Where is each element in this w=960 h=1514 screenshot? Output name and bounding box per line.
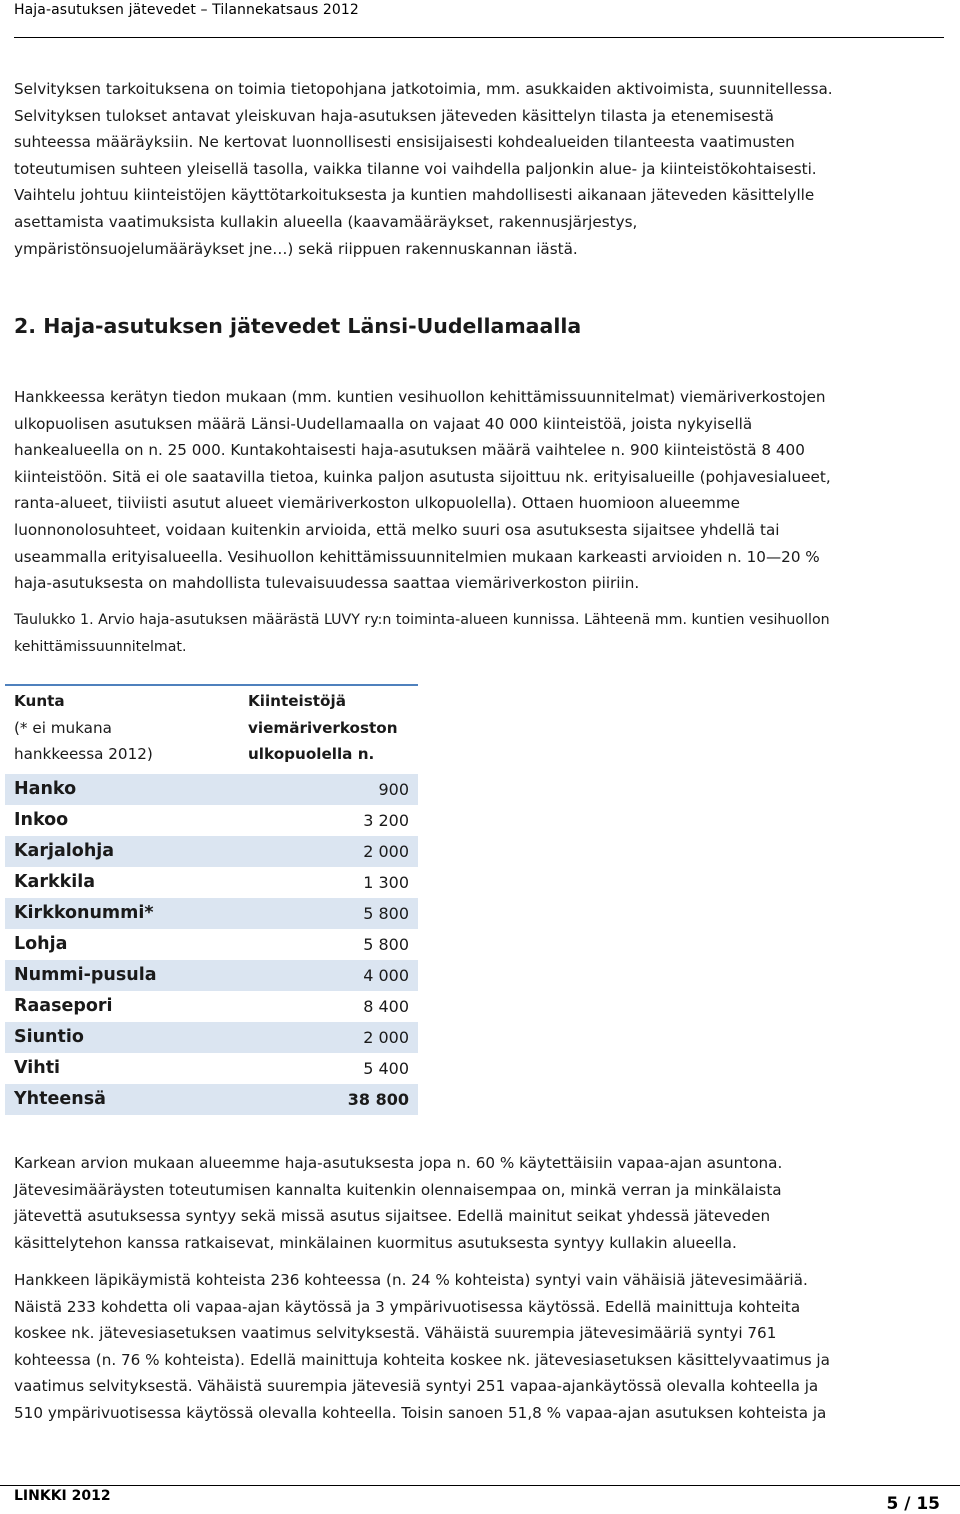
municipality-name: Kirkkonummi* bbox=[5, 898, 248, 929]
municipality-name: Karkkila bbox=[14, 872, 96, 892]
running-header-title: Haja-asutuksen jätevedet – Tilannekatsaus 2012 bbox=[14, 2, 359, 18]
property-count: 3 200 bbox=[363, 810, 409, 830]
municipality-name: Siuntio bbox=[5, 1022, 248, 1053]
post-table-paragraph bbox=[14, 1150, 954, 1256]
header-municipality bbox=[5, 685, 248, 774]
municipality-name: Lohja bbox=[14, 934, 68, 954]
property-count: 5 800 bbox=[363, 934, 409, 954]
text-line: hankealueella on n. 25 000. Kuntakohtaisesti haja-asutuksen määrä vaihtelee n. 900 kiinteistöstä 8 400 bbox=[14, 441, 805, 460]
table-row bbox=[5, 774, 418, 805]
table-row bbox=[5, 960, 418, 991]
text-line: useammalla erityisalueella. Vesihuollon kehittämissuunnitelmien mukaan karkeasti arvioiden n. 10—20 % bbox=[14, 547, 820, 566]
header-municipality-note: hankkeessa 2012) bbox=[14, 745, 153, 763]
text-line: 510 ympärivuotisessa käytössä olevalla kohteella. Toisin sanoen 51,8 % vapaa-ajan asutuksen kohteista ja bbox=[14, 1403, 827, 1422]
text-line: toteutumisen suhteen yleisellä tasolla, vaikka tilanne voi vaihdella paljonkin alue- ja kiinteistökohtaisesti. bbox=[14, 159, 817, 178]
municipality-name: Inkoo bbox=[14, 810, 69, 830]
text-line: Selvityksen tulokset antavat yleiskuvan haja-asutuksen jäteveden käsittelyn tilasta ja etenemisestä bbox=[14, 106, 774, 125]
caption-line: Taulukko 1. Arvio haja-asutuksen määrästä LUVY ry:n toiminta-alueen kunnissa. Lähteenä mm. kuntien vesihuollon bbox=[14, 612, 830, 628]
text-line: ulkopuolisen asutuksen määrä Länsi-Uudellamaalla on vajaat 40 000 kiinteistöä, joista nykyisellä bbox=[14, 414, 753, 433]
table-row bbox=[5, 1022, 418, 1053]
text-line: ympäristönsuojelumääräykset jne…) sekä riippuen rakennuskannan iästä. bbox=[14, 239, 578, 258]
table-caption bbox=[14, 607, 954, 661]
property-count: 2 000 bbox=[248, 1022, 418, 1053]
total-label: Yhteensä bbox=[5, 1084, 248, 1115]
text-line: koskee nk. jätevesiasetuksen vaatimus selvityksestä. Vähäistä suurempia jätevesimääriä syntyi 761 bbox=[14, 1324, 777, 1343]
municipality-name: Raasepori bbox=[14, 996, 113, 1016]
footer-project-name: LINKKI 2012 bbox=[14, 1488, 111, 1504]
text-line: kohteessa (n. 76 % kohteista). Edellä mainittuja kohteita koskee nk. jätevesiasetuksen käsittelyvaatimus ja bbox=[14, 1350, 830, 1369]
text-line: suhteessa määräyksiin. Ne kertovat luonnollisesti ensisijaisesti kohdealueiden tilanteesta vaatimusten bbox=[14, 133, 795, 152]
section-heading: 2. Haja-asutuksen jätevedet Länsi-Uudellamaalla bbox=[14, 314, 582, 338]
text-line: asettamista vaatimuksista kullakin alueella (kaavamääräykset, rakennusjärjestys, bbox=[14, 212, 638, 231]
text-line: kiinteistöön. Sitä ei ole saatavilla tietoa, kuinka paljon asutusta sijoittuu nk. erityisalueille (pohjavesialueet, bbox=[14, 467, 831, 486]
table-row bbox=[5, 836, 418, 867]
property-count: 2 000 bbox=[248, 836, 418, 867]
total-count: 38 800 bbox=[248, 1084, 418, 1115]
table-row bbox=[5, 991, 418, 1022]
text-line: Vaihtelu johtuu kiinteistöjen käyttötarkoituksesta ja kuntien mahdollisesti aikanaan jäteveden käsittelylle bbox=[14, 186, 815, 205]
text-line: Hankkeen läpikäymistä kohteista 236 kohteessa (n. 24 % kohteista) syntyi vain vähäisiä jätevesimääriä. bbox=[14, 1271, 808, 1289]
municipality-name: Karjalohja bbox=[5, 836, 248, 867]
table-total-row bbox=[5, 1084, 418, 1115]
header-property-count bbox=[248, 685, 418, 774]
intro-paragraph bbox=[14, 76, 954, 262]
header-municipality-note: (* ei mukana bbox=[14, 718, 112, 737]
property-count: 8 400 bbox=[363, 996, 409, 1016]
header-count-line: viemäriverkoston bbox=[248, 718, 398, 737]
property-count: 900 bbox=[248, 774, 418, 805]
text-line: luonnonolosuhteet, voidaan kuitenkin arvioida, että melko suuri osa asutuksesta sijaitsee yhdellä tai bbox=[14, 520, 780, 539]
property-count: 4 000 bbox=[248, 960, 418, 991]
table-row bbox=[5, 898, 418, 929]
page-number: 5 / 15 bbox=[886, 1494, 940, 1514]
property-count: 5 400 bbox=[363, 1058, 409, 1078]
text-line: käsittelytehon kanssa ratkaisevat, minkälainen kuormitus asutuksesta syntyy kullakin alueella. bbox=[14, 1233, 737, 1252]
text-line: Hankkeessa kerätyn tiedon mukaan (mm. kuntien vesihuollon kehittämissuunnitelmat) viemäriverkostojen bbox=[14, 388, 826, 406]
table-row bbox=[5, 805, 418, 836]
footer-divider bbox=[0, 1485, 960, 1486]
table-row bbox=[5, 867, 418, 898]
section-paragraph bbox=[14, 384, 954, 597]
table-row bbox=[5, 929, 418, 960]
header-municipality-label: Kunta bbox=[14, 692, 65, 710]
caption-line: kehittämissuunnitelmat. bbox=[14, 639, 187, 655]
property-count: 5 800 bbox=[248, 898, 418, 929]
property-count: 1 300 bbox=[363, 872, 409, 892]
text-line: ranta-alueet, tiiviisti asutut alueet viemäriverkoston ulkopuolella). Ottaen huomioon alueemme bbox=[14, 494, 740, 513]
text-line: Jätevesimääräysten toteutumisen kannalta kuitenkin olennaisempaa on, minkä verran ja minkälaista bbox=[14, 1180, 782, 1199]
header-count-line: Kiinteistöjä bbox=[248, 692, 346, 710]
text-line: Selvityksen tarkoituksena on toimia tietopohjana jatkotoimia, mm. asukkaiden aktivoimista, suunnitellessa. bbox=[14, 80, 833, 98]
header-divider bbox=[14, 37, 944, 38]
final-paragraph bbox=[14, 1267, 954, 1427]
text-line: Karkean arvion mukaan alueemme haja-asutuksesta jopa n. 60 % käytettäisiin vapaa-ajan asuntona. bbox=[14, 1154, 783, 1172]
table-row bbox=[5, 1053, 418, 1084]
table-header-row bbox=[5, 685, 418, 774]
text-line: Näistä 233 kohdetta oli vapaa-ajan käytössä ja 3 ympärivuotisessa käytössä. Edellä mainittuja kohteita bbox=[14, 1297, 801, 1316]
municipality-table bbox=[5, 684, 418, 1115]
text-line: vaatimus selvityksestä. Vähäistä suurempia jätevesiä syntyi 251 vapaa-ajankäytössä olevalla kohteella ja bbox=[14, 1377, 819, 1396]
text-line: jätevettä asutuksessa syntyy sekä missä asutus sijaitsee. Edellä mainitut seikat yhdessä jäteveden bbox=[14, 1207, 771, 1226]
municipality-name: Hanko bbox=[5, 774, 248, 805]
municipality-name: Vihti bbox=[14, 1058, 61, 1078]
text-line: haja-asutuksesta on mahdollista tulevaisuudessa saattaa viemäriverkoston piiriin. bbox=[14, 574, 640, 593]
municipality-name: Nummi-pusula bbox=[5, 960, 248, 991]
header-count-line: ulkopuolella n. bbox=[248, 745, 375, 763]
